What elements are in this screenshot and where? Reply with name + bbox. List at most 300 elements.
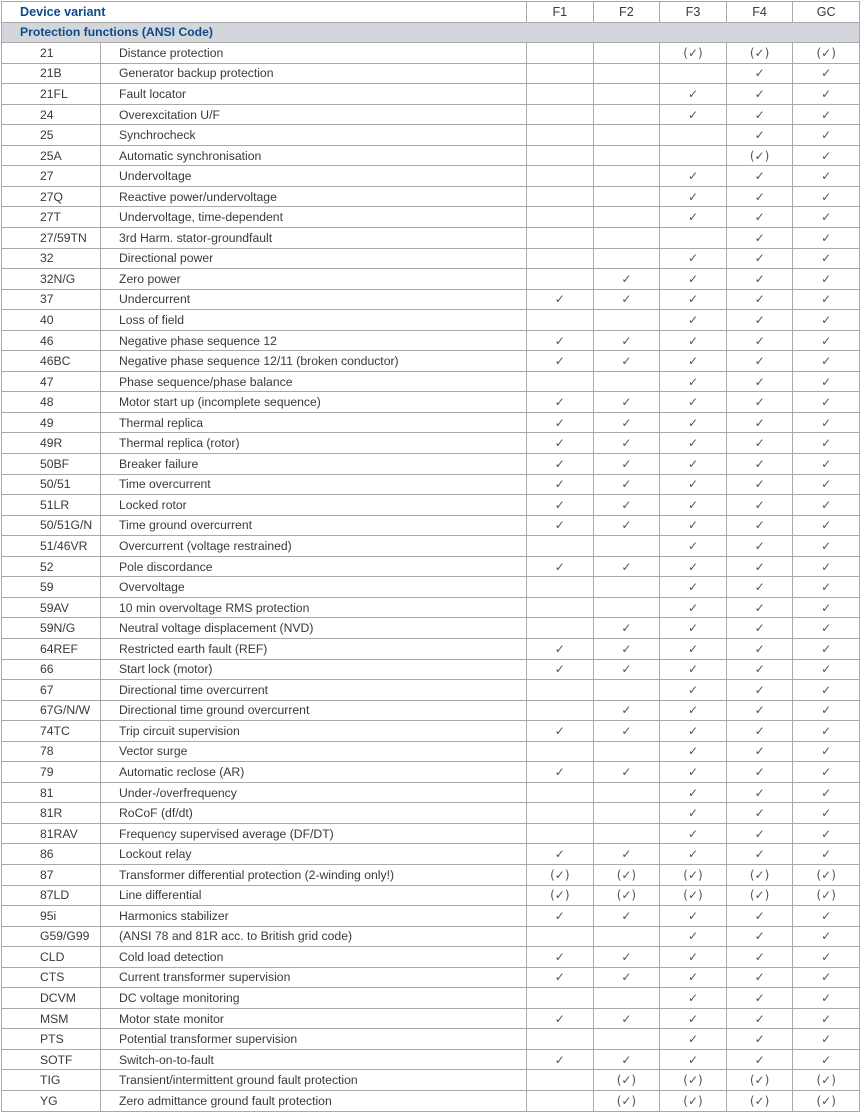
table-row: [2, 392, 860, 413]
table-row: [2, 741, 860, 762]
function-name-cell: Negative phase sequence 12/11 (broken conductor): [101, 351, 527, 372]
availability-mark-f1: [527, 207, 594, 228]
availability-mark-f3: [660, 63, 727, 84]
availability-mark-f1: [527, 371, 594, 392]
availability-mark-f2: [593, 926, 660, 947]
availability-mark-f3: ✓: [660, 823, 727, 844]
availability-mark-f2: [593, 248, 660, 269]
function-name-cell: Thermal replica (rotor): [101, 433, 527, 454]
ansi-code-cell: CLD: [2, 947, 101, 968]
availability-mark-f3: ✓: [660, 556, 727, 577]
ansi-code-cell: G59/G99: [2, 926, 101, 947]
availability-mark-f4: ✓: [726, 310, 793, 331]
table-row: [2, 762, 860, 783]
availability-mark-f1: [527, 186, 594, 207]
function-name-cell: Line differential: [101, 885, 527, 906]
availability-mark-f3: ✓: [660, 1049, 727, 1070]
availability-mark-gc: ✓: [793, 412, 860, 433]
availability-mark-f1: ✓: [527, 495, 594, 516]
ansi-code-cell: YG: [2, 1090, 101, 1111]
availability-mark-gc: ✓: [793, 207, 860, 228]
availability-mark-f2: [593, 166, 660, 187]
table-row: [2, 474, 860, 495]
table-row: [2, 351, 860, 372]
availability-mark-f2: [593, 536, 660, 557]
availability-mark-f4: ✓: [726, 597, 793, 618]
availability-mark-f1: [527, 536, 594, 557]
availability-mark-f2: [593, 186, 660, 207]
table-row: [2, 947, 860, 968]
ansi-code-cell: 78: [2, 741, 101, 762]
availability-mark-gc: ✓: [793, 988, 860, 1009]
function-name-cell: Undervoltage: [101, 166, 527, 187]
function-name-cell: Synchrocheck: [101, 125, 527, 146]
function-name-cell: Under-/overfrequency: [101, 782, 527, 803]
availability-mark-f2: ✓: [593, 947, 660, 968]
ansi-code-cell: 27: [2, 166, 101, 187]
availability-mark-f4: ✓: [726, 823, 793, 844]
availability-mark-f1: [527, 166, 594, 187]
availability-mark-f3: [660, 228, 727, 249]
function-name-cell: Negative phase sequence 12: [101, 330, 527, 351]
table-row: [2, 926, 860, 947]
variant-header-f4: F4: [726, 2, 793, 23]
availability-mark-f4: ✓: [726, 186, 793, 207]
availability-mark-f1: ✓: [527, 947, 594, 968]
availability-mark-f3: ✓: [660, 166, 727, 187]
availability-mark-f1: [527, 1090, 594, 1111]
availability-mark-f3: ✓: [660, 186, 727, 207]
function-name-cell: 3rd Harm. stator-groundfault: [101, 228, 527, 249]
availability-mark-gc: ✓: [793, 166, 860, 187]
availability-mark-f2: [593, 104, 660, 125]
availability-mark-f1: [527, 577, 594, 598]
availability-mark-f2: ✓: [593, 412, 660, 433]
availability-mark-f2: [593, 597, 660, 618]
availability-mark-f1: ✓: [527, 515, 594, 536]
availability-mark-f4: ✓: [726, 412, 793, 433]
function-name-cell: Harmonics stabilizer: [101, 906, 527, 927]
availability-mark-f1: ✓: [527, 412, 594, 433]
ansi-code-cell: 59AV: [2, 597, 101, 618]
variant-header-f1: F1: [527, 2, 594, 23]
table-row: [2, 63, 860, 84]
ansi-code-cell: 51LR: [2, 495, 101, 516]
availability-mark-f2: (✓): [593, 885, 660, 906]
availability-mark-f3: ✓: [660, 638, 727, 659]
availability-mark-f3: ✓: [660, 330, 727, 351]
availability-mark-f3: ✓: [660, 371, 727, 392]
availability-mark-f1: [527, 1070, 594, 1091]
availability-mark-gc: ✓: [793, 967, 860, 988]
availability-mark-gc: ✓: [793, 597, 860, 618]
availability-mark-f2: ✓: [593, 700, 660, 721]
availability-mark-f4: ✓: [726, 474, 793, 495]
table-row: [2, 1090, 860, 1111]
variant-header-f2: F2: [593, 2, 660, 23]
function-name-cell: Lockout relay: [101, 844, 527, 865]
availability-mark-f4: ✓: [726, 166, 793, 187]
availability-mark-gc: ✓: [793, 63, 860, 84]
availability-mark-f1: ✓: [527, 721, 594, 742]
availability-mark-gc: ✓: [793, 741, 860, 762]
availability-mark-f3: ✓: [660, 700, 727, 721]
availability-mark-f2: [593, 125, 660, 146]
function-name-cell: Directional time overcurrent: [101, 680, 527, 701]
availability-mark-f1: ✓: [527, 906, 594, 927]
availability-mark-gc: ✓: [793, 145, 860, 166]
availability-mark-f1: ✓: [527, 967, 594, 988]
availability-mark-f4: ✓: [726, 515, 793, 536]
function-name-cell: Automatic reclose (AR): [101, 762, 527, 783]
table-row: [2, 186, 860, 207]
ansi-code-cell: 25A: [2, 145, 101, 166]
availability-mark-f1: [527, 926, 594, 947]
function-name-cell: Time ground overcurrent: [101, 515, 527, 536]
ansi-code-cell: 79: [2, 762, 101, 783]
availability-mark-f2: ✓: [593, 330, 660, 351]
ansi-code-cell: 86: [2, 844, 101, 865]
availability-mark-gc: ✓: [793, 1049, 860, 1070]
availability-mark-gc: (✓): [793, 1090, 860, 1111]
availability-mark-f3: [660, 145, 727, 166]
availability-mark-f4: ✓: [726, 700, 793, 721]
availability-mark-f3: ✓: [660, 906, 727, 927]
ansi-code-cell: 47: [2, 371, 101, 392]
availability-mark-gc: ✓: [793, 84, 860, 105]
table-row: [2, 823, 860, 844]
availability-mark-f4: (✓): [726, 885, 793, 906]
availability-mark-f3: ✓: [660, 351, 727, 372]
availability-mark-f1: ✓: [527, 638, 594, 659]
availability-mark-f3: ✓: [660, 844, 727, 865]
table-row: [2, 84, 860, 105]
ansi-code-cell: PTS: [2, 1029, 101, 1050]
ansi-code-cell: 50/51G/N: [2, 515, 101, 536]
availability-mark-f1: ✓: [527, 659, 594, 680]
availability-mark-gc: ✓: [793, 495, 860, 516]
availability-mark-f4: ✓: [726, 844, 793, 865]
ansi-code-cell: 37: [2, 289, 101, 310]
availability-mark-f2: ✓: [593, 495, 660, 516]
table-row: [2, 536, 860, 557]
availability-mark-f1: ✓: [527, 844, 594, 865]
ansi-code-cell: 87: [2, 864, 101, 885]
availability-mark-f4: ✓: [726, 228, 793, 249]
availability-mark-gc: ✓: [793, 638, 860, 659]
table-row: [2, 104, 860, 125]
availability-mark-f4: ✓: [726, 782, 793, 803]
ansi-code-cell: 46: [2, 330, 101, 351]
availability-mark-f3: ✓: [660, 269, 727, 290]
availability-mark-f1: [527, 104, 594, 125]
function-name-cell: Time overcurrent: [101, 474, 527, 495]
availability-mark-f2: ✓: [593, 659, 660, 680]
ansi-code-cell: 59: [2, 577, 101, 598]
table-row: [2, 782, 860, 803]
availability-mark-f1: ✓: [527, 392, 594, 413]
availability-mark-gc: (✓): [793, 43, 860, 64]
table-row: [2, 988, 860, 1009]
function-name-cell: Trip circuit supervision: [101, 721, 527, 742]
availability-mark-f4: ✓: [726, 906, 793, 927]
ansi-code-cell: 87LD: [2, 885, 101, 906]
availability-mark-gc: ✓: [793, 433, 860, 454]
availability-mark-f4: ✓: [726, 104, 793, 125]
table-row: [2, 412, 860, 433]
table-row: [2, 967, 860, 988]
ansi-code-cell: 27T: [2, 207, 101, 228]
availability-mark-f4: ✓: [726, 1029, 793, 1050]
availability-mark-gc: ✓: [793, 269, 860, 290]
availability-mark-gc: ✓: [793, 556, 860, 577]
function-name-cell: Zero power: [101, 269, 527, 290]
availability-mark-f4: ✓: [726, 454, 793, 475]
availability-mark-f2: ✓: [593, 454, 660, 475]
availability-mark-f4: ✓: [726, 618, 793, 639]
availability-mark-f2: ✓: [593, 638, 660, 659]
ansi-code-cell: 27Q: [2, 186, 101, 207]
function-name-cell: Reactive power/undervoltage: [101, 186, 527, 207]
availability-mark-f2: [593, 803, 660, 824]
availability-mark-gc: ✓: [793, 844, 860, 865]
availability-mark-gc: ✓: [793, 310, 860, 331]
availability-mark-f2: [593, 228, 660, 249]
availability-mark-f2: [593, 741, 660, 762]
function-name-cell: Potential transformer supervision: [101, 1029, 527, 1050]
availability-mark-f4: (✓): [726, 864, 793, 885]
availability-mark-f1: [527, 741, 594, 762]
availability-mark-gc: ✓: [793, 782, 860, 803]
availability-mark-f3: ✓: [660, 762, 727, 783]
availability-mark-f4: ✓: [726, 762, 793, 783]
function-name-cell: Overcurrent (voltage restrained): [101, 536, 527, 557]
availability-mark-f3: ✓: [660, 803, 727, 824]
table-row: [2, 248, 860, 269]
function-name-cell: Breaker failure: [101, 454, 527, 475]
availability-mark-f4: ✓: [726, 207, 793, 228]
table-row: [2, 310, 860, 331]
availability-mark-f4: ✓: [726, 741, 793, 762]
availability-mark-f3: ✓: [660, 495, 727, 516]
availability-mark-f4: (✓): [726, 1070, 793, 1091]
table-row: [2, 371, 860, 392]
ansi-code-cell: 32N/G: [2, 269, 101, 290]
availability-mark-f4: ✓: [726, 351, 793, 372]
availability-mark-f1: ✓: [527, 1049, 594, 1070]
table-row: [2, 145, 860, 166]
availability-mark-f1: [527, 310, 594, 331]
function-name-cell: Start lock (motor): [101, 659, 527, 680]
availability-mark-f3: ✓: [660, 988, 727, 1009]
availability-mark-f3: ✓: [660, 84, 727, 105]
availability-mark-f1: [527, 782, 594, 803]
availability-mark-f3: ✓: [660, 577, 727, 598]
table-row: [2, 330, 860, 351]
ansi-code-cell: 59N/G: [2, 618, 101, 639]
availability-mark-f4: (✓): [726, 43, 793, 64]
function-name-cell: Automatic synchronisation: [101, 145, 527, 166]
table-row: [2, 885, 860, 906]
availability-mark-f2: ✓: [593, 844, 660, 865]
availability-mark-f1: [527, 145, 594, 166]
availability-mark-f2: [593, 207, 660, 228]
availability-mark-f4: ✓: [726, 536, 793, 557]
table-row: [2, 1070, 860, 1091]
availability-mark-f3: ✓: [660, 597, 727, 618]
function-name-cell: Loss of field: [101, 310, 527, 331]
availability-mark-f4: ✓: [726, 680, 793, 701]
availability-mark-f3: ✓: [660, 289, 727, 310]
availability-mark-f3: ✓: [660, 392, 727, 413]
ansi-code-cell: 81RAV: [2, 823, 101, 844]
availability-mark-f3: ✓: [660, 947, 727, 968]
function-name-cell: Motor state monitor: [101, 1008, 527, 1029]
availability-mark-f2: [593, 823, 660, 844]
function-name-cell: Restricted earth fault (REF): [101, 638, 527, 659]
availability-mark-gc: ✓: [793, 823, 860, 844]
availability-mark-f1: [527, 680, 594, 701]
ansi-code-cell: DCVM: [2, 988, 101, 1009]
ansi-code-cell: 50BF: [2, 454, 101, 475]
availability-mark-f4: ✓: [726, 659, 793, 680]
ansi-code-cell: SOTF: [2, 1049, 101, 1070]
ansi-code-cell: 48: [2, 392, 101, 413]
function-name-cell: Vector surge: [101, 741, 527, 762]
availability-mark-f3: (✓): [660, 1070, 727, 1091]
availability-mark-f3: ✓: [660, 207, 727, 228]
variant-header-f3: F3: [660, 2, 727, 23]
availability-mark-f3: ✓: [660, 721, 727, 742]
function-name-cell: (ANSI 78 and 81R acc. to British grid code): [101, 926, 527, 947]
availability-mark-f2: [593, 371, 660, 392]
table-row: [2, 638, 860, 659]
table-row: [2, 1049, 860, 1070]
availability-mark-gc: ✓: [793, 248, 860, 269]
availability-mark-f4: ✓: [726, 84, 793, 105]
availability-mark-f1: [527, 803, 594, 824]
ansi-code-cell: 66: [2, 659, 101, 680]
availability-mark-f2: ✓: [593, 269, 660, 290]
availability-mark-f4: ✓: [726, 125, 793, 146]
availability-mark-gc: ✓: [793, 577, 860, 598]
availability-mark-f4: ✓: [726, 392, 793, 413]
ansi-code-cell: 25: [2, 125, 101, 146]
availability-mark-f3: ✓: [660, 536, 727, 557]
function-name-cell: Motor start up (incomplete sequence): [101, 392, 527, 413]
availability-mark-f4: ✓: [726, 926, 793, 947]
function-name-cell: Directional time ground overcurrent: [101, 700, 527, 721]
function-name-cell: Phase sequence/phase balance: [101, 371, 527, 392]
ansi-code-cell: TIG: [2, 1070, 101, 1091]
availability-mark-gc: ✓: [793, 186, 860, 207]
availability-mark-gc: ✓: [793, 536, 860, 557]
table-row: [2, 207, 860, 228]
availability-mark-f4: ✓: [726, 248, 793, 269]
availability-mark-gc: ✓: [793, 1008, 860, 1029]
ansi-code-cell: 50/51: [2, 474, 101, 495]
variant-header-gc: GC: [793, 2, 860, 23]
function-name-cell: Overvoltage: [101, 577, 527, 598]
ansi-code-cell: 49R: [2, 433, 101, 454]
availability-mark-f2: ✓: [593, 906, 660, 927]
table-row: [2, 515, 860, 536]
ansi-code-cell: 52: [2, 556, 101, 577]
device-variant-table-page: [1, 1, 859, 1109]
availability-mark-f3: (✓): [660, 864, 727, 885]
availability-mark-f2: ✓: [593, 1049, 660, 1070]
availability-mark-gc: ✓: [793, 906, 860, 927]
function-name-cell: Pole discordance: [101, 556, 527, 577]
availability-mark-f2: ✓: [593, 433, 660, 454]
availability-mark-gc: ✓: [793, 125, 860, 146]
availability-mark-f4: ✓: [726, 721, 793, 742]
availability-mark-f4: ✓: [726, 289, 793, 310]
availability-mark-f1: ✓: [527, 762, 594, 783]
table-row: [2, 680, 860, 701]
availability-mark-f2: [593, 145, 660, 166]
availability-mark-gc: ✓: [793, 392, 860, 413]
function-name-cell: Transformer differential protection (2-winding only!): [101, 864, 527, 885]
availability-mark-f3: ✓: [660, 741, 727, 762]
availability-mark-f3: ✓: [660, 310, 727, 331]
availability-mark-f1: [527, 228, 594, 249]
availability-mark-f3: (✓): [660, 885, 727, 906]
availability-mark-f1: ✓: [527, 433, 594, 454]
table-row: [2, 556, 860, 577]
availability-mark-f1: (✓): [527, 864, 594, 885]
function-name-cell: 10 min overvoltage RMS protection: [101, 597, 527, 618]
function-name-cell: Generator backup protection: [101, 63, 527, 84]
function-name-cell: Thermal replica: [101, 412, 527, 433]
table-row: [2, 906, 860, 927]
availability-mark-f1: [527, 43, 594, 64]
availability-mark-f2: ✓: [593, 351, 660, 372]
function-name-cell: Transient/intermittent ground fault protection: [101, 1070, 527, 1091]
function-name-cell: Neutral voltage displacement (NVD): [101, 618, 527, 639]
availability-mark-f2: (✓): [593, 1090, 660, 1111]
availability-mark-gc: ✓: [793, 1029, 860, 1050]
availability-mark-f1: [527, 84, 594, 105]
availability-mark-f4: ✓: [726, 433, 793, 454]
availability-mark-f1: ✓: [527, 330, 594, 351]
availability-mark-gc: ✓: [793, 926, 860, 947]
function-name-cell: Undervoltage, time-dependent: [101, 207, 527, 228]
ansi-code-cell: 74TC: [2, 721, 101, 742]
availability-mark-f4: ✓: [726, 988, 793, 1009]
table-row: [2, 289, 860, 310]
function-name-cell: RoCoF (df/dt): [101, 803, 527, 824]
availability-mark-f3: ✓: [660, 104, 727, 125]
availability-mark-f1: [527, 1029, 594, 1050]
availability-mark-f2: [593, 43, 660, 64]
availability-mark-f3: ✓: [660, 926, 727, 947]
table-row: [2, 597, 860, 618]
ansi-code-cell: 21: [2, 43, 101, 64]
availability-mark-f2: [593, 310, 660, 331]
availability-mark-f1: ✓: [527, 351, 594, 372]
ansi-code-cell: 81R: [2, 803, 101, 824]
availability-mark-f4: (✓): [726, 145, 793, 166]
table-row: [2, 577, 860, 598]
availability-mark-f4: ✓: [726, 63, 793, 84]
availability-mark-f2: ✓: [593, 392, 660, 413]
availability-mark-gc: ✓: [793, 762, 860, 783]
availability-mark-f3: ✓: [660, 515, 727, 536]
function-name-cell: Zero admittance ground fault protection: [101, 1090, 527, 1111]
table-row: [2, 659, 860, 680]
availability-mark-gc: ✓: [793, 104, 860, 125]
